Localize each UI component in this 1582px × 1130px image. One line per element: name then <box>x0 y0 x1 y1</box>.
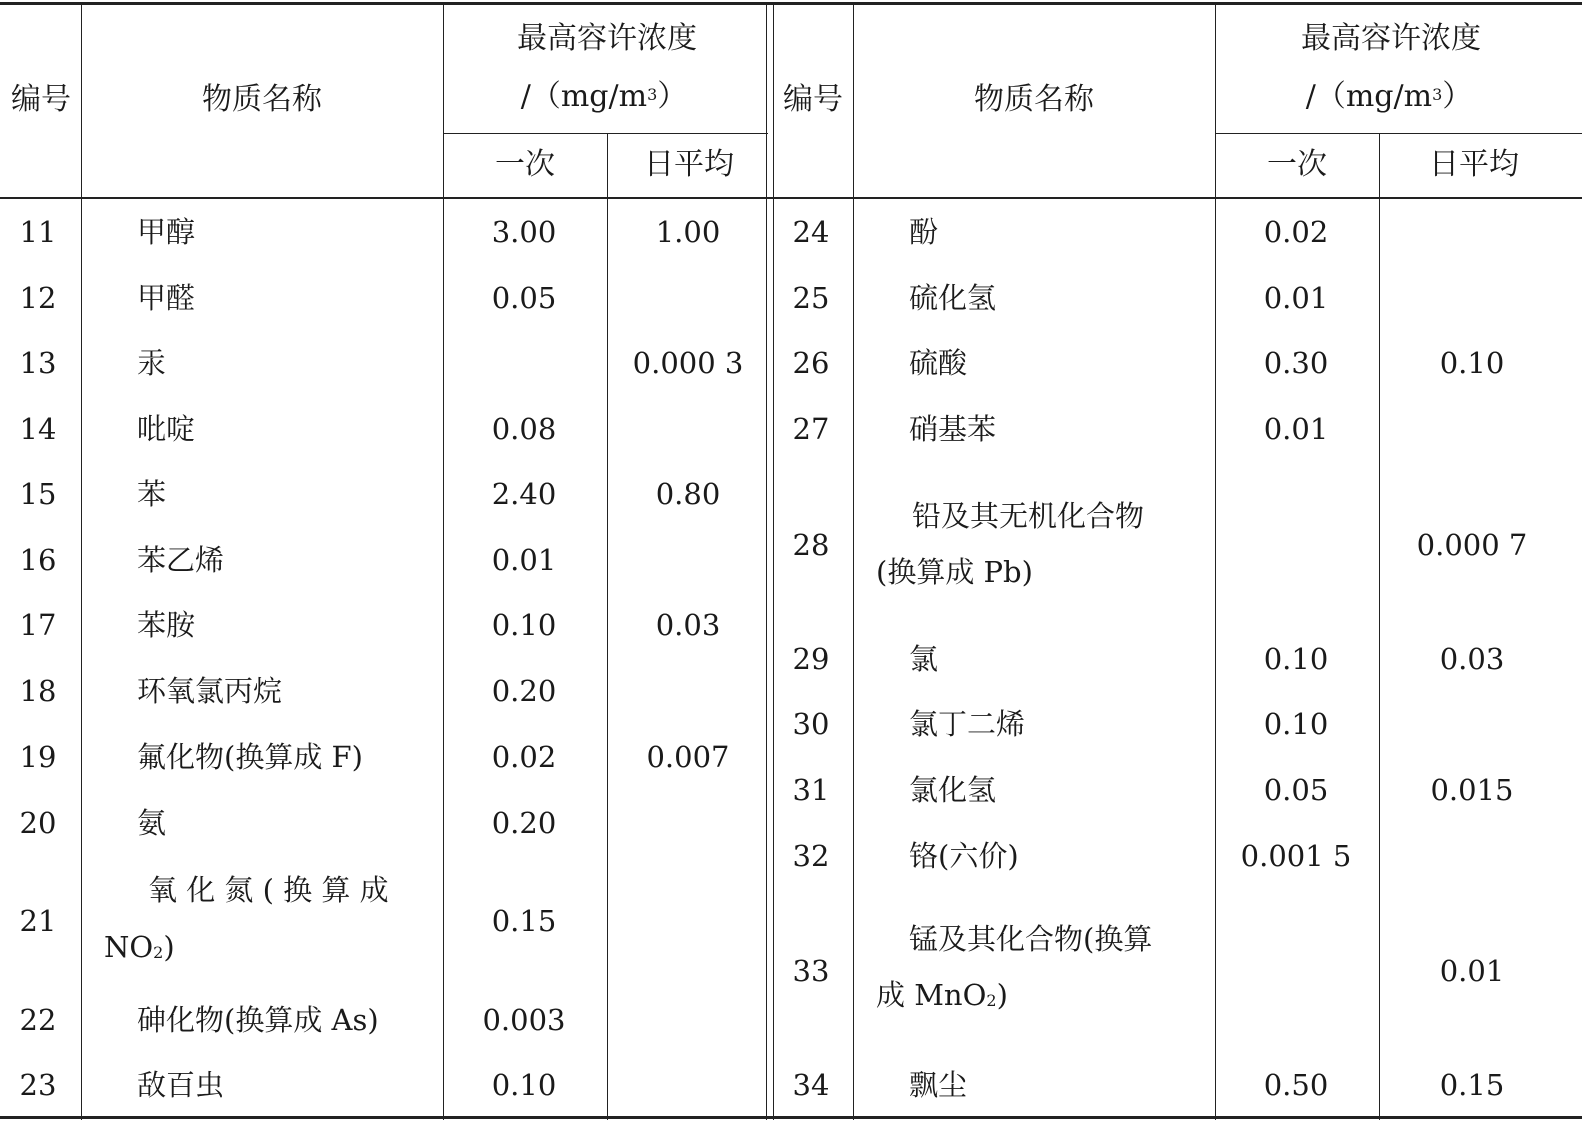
row-number: 32 <box>792 839 830 873</box>
substance-name: 苯 <box>137 477 167 511</box>
once-value: 2.40 <box>491 477 557 511</box>
col-divider <box>607 133 608 1120</box>
substance-name: 硫酸 <box>909 346 968 380</box>
once-value: 0.01 <box>1263 412 1329 446</box>
once-value: 0.20 <box>491 674 557 708</box>
header-max-conc: 最高容许浓度 <box>1301 21 1481 56</box>
substance-name-line2: $NO_2$) <box>104 930 175 964</box>
once-value: 0.15 <box>491 904 557 938</box>
daily-value: 0.000 3 <box>632 346 744 380</box>
substance-name: 氟化物(换算成 F) <box>137 740 363 774</box>
row-number: 29 <box>792 642 830 676</box>
row-number: 26 <box>792 346 830 380</box>
header-unit: $/(mg/m^3)$ <box>1305 79 1473 114</box>
header-once: 一次 <box>1267 147 1327 182</box>
substance-name-line2: (换算成 Pb) <box>876 555 1033 589</box>
substance-name: 氯化氢 <box>909 773 997 807</box>
substance-name: 铬(六价) <box>909 839 1019 873</box>
once-value: 0.01 <box>1263 281 1329 315</box>
daily-value: 0.15 <box>1439 1068 1505 1102</box>
daily-value: 0.015 <box>1430 773 1514 807</box>
row-number: 11 <box>19 215 57 249</box>
header-once: 一次 <box>495 147 555 182</box>
header-name: 物质名称 <box>974 82 1094 117</box>
substance-name-line1: 氧 化 氮 ( 换 算 成 <box>148 873 389 907</box>
col-divider <box>443 3 444 1120</box>
row-number: 33 <box>792 954 830 988</box>
row-number: 21 <box>19 904 57 938</box>
daily-value: 0.03 <box>1439 642 1505 676</box>
once-value: 0.001 5 <box>1240 839 1352 873</box>
row-number: 34 <box>792 1068 830 1102</box>
once-value: 0.10 <box>1263 642 1329 676</box>
substance-name: 环氧氯丙烷 <box>137 674 283 708</box>
substance-name: 酚 <box>909 215 939 249</box>
top-rule <box>0 2 1582 5</box>
substance-name: 甲醇 <box>137 215 196 249</box>
daily-value: 0.007 <box>646 740 730 774</box>
once-value: 0.02 <box>1263 215 1329 249</box>
header-name: 物质名称 <box>202 82 322 117</box>
header-bottom-rule <box>0 197 1582 199</box>
row-number: 30 <box>792 707 830 741</box>
substance-name: 氯 <box>909 642 939 676</box>
row-number: 27 <box>792 412 830 446</box>
col-divider <box>81 3 82 1120</box>
header-no: 编号 <box>11 82 71 117</box>
row-number: 18 <box>19 674 57 708</box>
substance-name: 飘尘 <box>909 1068 968 1102</box>
once-value: 0.30 <box>1263 346 1329 380</box>
row-number: 25 <box>792 281 830 315</box>
row-number: 13 <box>19 346 57 380</box>
substance-name: 硫化氢 <box>909 281 997 315</box>
once-value: 0.20 <box>491 806 557 840</box>
substance-name: 氨 <box>137 806 167 840</box>
header-subrule-right <box>1215 133 1582 134</box>
substance-name: 硝基苯 <box>909 412 997 446</box>
daily-value: 0.01 <box>1439 954 1505 988</box>
substance-name-line1: 锰及其化合物(换算 <box>909 922 1153 956</box>
header-max-conc: 最高容许浓度 <box>517 21 697 56</box>
substance-name: 砷化物(换算成 As) <box>137 1003 379 1037</box>
row-number: 19 <box>19 740 57 774</box>
col-divider <box>773 3 774 1120</box>
substance-name-line1: 铅及其无机化合物 <box>912 499 1145 533</box>
substance-name: 汞 <box>137 346 167 380</box>
once-value: 0.02 <box>491 740 557 774</box>
header-daily: 日平均 <box>644 147 734 182</box>
col-divider <box>1379 133 1380 1120</box>
row-number: 14 <box>19 412 57 446</box>
daily-value: 0.80 <box>655 477 721 511</box>
substance-name: 苯乙烯 <box>137 543 225 577</box>
row-number: 20 <box>19 806 57 840</box>
header-subrule-left <box>443 133 768 134</box>
once-value: 3.00 <box>491 215 557 249</box>
once-value: 0.003 <box>482 1003 566 1037</box>
daily-value: 0.10 <box>1439 346 1505 380</box>
row-number: 24 <box>792 215 830 249</box>
once-value: 0.50 <box>1263 1068 1329 1102</box>
bottom-rule <box>0 1116 1582 1119</box>
row-number: 12 <box>19 281 57 315</box>
substance-name: 苯胺 <box>137 608 196 642</box>
once-value: 0.10 <box>491 608 557 642</box>
daily-value: 0.03 <box>655 608 721 642</box>
once-value: 0.05 <box>1263 773 1329 807</box>
header-daily: 日平均 <box>1429 147 1519 182</box>
substance-name: 氯丁二烯 <box>909 707 1026 741</box>
row-number: 31 <box>792 773 830 807</box>
once-value: 0.08 <box>491 412 557 446</box>
row-number: 23 <box>19 1068 57 1102</box>
header-no: 编号 <box>783 82 843 117</box>
substance-name-line2: 成 MnO$_2$) <box>876 978 1008 1012</box>
substance-name: 甲醛 <box>137 281 196 315</box>
col-divider <box>1215 3 1216 1120</box>
daily-value: 1.00 <box>655 215 721 249</box>
col-divider <box>766 3 767 1120</box>
once-value: 0.05 <box>491 281 557 315</box>
row-number: 22 <box>19 1003 57 1037</box>
row-number: 15 <box>19 477 57 511</box>
once-value: 0.01 <box>491 543 557 577</box>
col-divider <box>853 3 854 1120</box>
row-number: 17 <box>19 608 57 642</box>
header-unit: $/(mg/m^3)$ <box>520 79 688 114</box>
once-value: 0.10 <box>1263 707 1329 741</box>
daily-value: 0.000 7 <box>1416 528 1528 562</box>
substance-name: 敌百虫 <box>137 1068 225 1102</box>
row-number: 28 <box>792 528 830 562</box>
row-number: 16 <box>19 543 57 577</box>
once-value: 0.10 <box>491 1068 557 1102</box>
substance-name: 吡啶 <box>137 412 196 446</box>
